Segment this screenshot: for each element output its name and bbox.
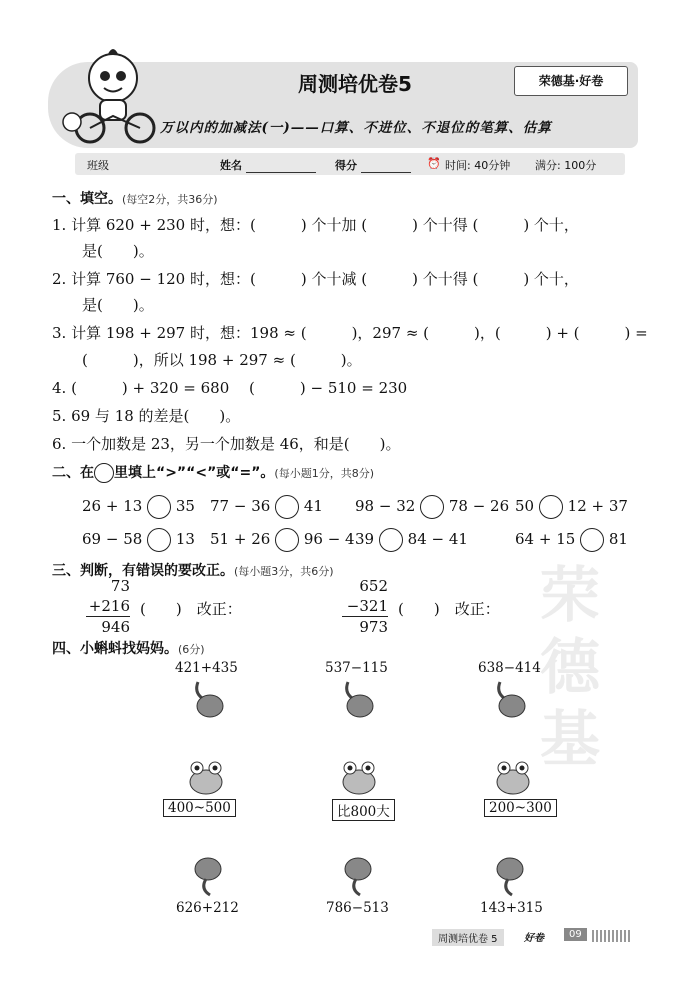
- full-score-label: 满分: 100分: [535, 159, 597, 172]
- section-4-title: 四、小蝌蚪找妈妈。(6分): [52, 641, 205, 657]
- fill-line: 3. 计算 198 + 297 时，想：198 ≈ ( )，297 ≈ ( )，( ) + ( ) =: [52, 324, 648, 342]
- footer: [432, 928, 632, 944]
- judge-b-answer[interactable]: ( ) 改正：: [398, 600, 500, 618]
- compare-item: 51 + 26 96 − 4: [210, 528, 355, 552]
- tadpole-icon[interactable]: [340, 855, 376, 897]
- vertical-calc-a: 73 +216 946: [86, 576, 130, 637]
- tadpole-label: 786−513: [326, 900, 389, 916]
- judge-a-answer[interactable]: ( ) 改正：: [140, 600, 242, 618]
- tadpole-icon[interactable]: [340, 678, 376, 720]
- tadpole-icon[interactable]: [492, 855, 528, 897]
- name-label: 姓名: [220, 157, 316, 173]
- info-bar: [75, 153, 625, 175]
- answer-circle[interactable]: [147, 495, 171, 519]
- answer-circle[interactable]: [539, 495, 563, 519]
- section-2-title: 二、在 里填上“>”“<”或“=”。(每小题1分，共8分): [52, 465, 374, 481]
- tadpole-label: 421+435: [175, 660, 238, 676]
- compare-item: 77 − 36 41: [210, 495, 323, 519]
- compare-item: 64 + 15 81: [515, 528, 628, 552]
- frog-icon: [336, 758, 382, 798]
- section-1-title: 一、填空。(每空2分，共36分): [52, 191, 218, 207]
- compare-item: 69 − 58 13: [82, 528, 195, 552]
- footer-brand: 好卷: [524, 933, 544, 944]
- fill-line: 6. 一个加数是 23，另一个加数是 46，和是( )。: [52, 435, 401, 453]
- footer-label: 周测培优卷 5: [432, 929, 504, 946]
- fill-line: 4. ( ) + 320 = 680 ( ) − 510 = 230: [52, 379, 408, 397]
- vertical-calc-b: 652 −321 973: [342, 576, 388, 637]
- fill-line: 5. 69 与 18 的差是( )。: [52, 407, 241, 425]
- fill-line: ( )，所以 198 + 297 ≈ ( )。: [82, 351, 362, 369]
- class-label: 班级: [87, 159, 109, 172]
- circle-icon: [94, 463, 114, 483]
- tadpole-icon[interactable]: [190, 855, 226, 897]
- frog-range-box: 400~500: [163, 799, 236, 817]
- frog-range-box: 200~300: [484, 799, 557, 817]
- tadpole-label: 626+212: [176, 900, 239, 916]
- tadpole-label: 638−414: [478, 660, 541, 676]
- answer-circle[interactable]: [147, 528, 171, 552]
- watermark: 荣德基: [540, 561, 600, 775]
- answer-circle[interactable]: [420, 495, 444, 519]
- fill-line: 1. 计算 620 + 230 时，想：( ) 个十加 ( ) 个十得 ( ) 个十，: [52, 216, 579, 234]
- compare-item: 26 + 13 35: [82, 495, 195, 519]
- compare-item: 98 − 32 78 − 26: [355, 495, 509, 519]
- section-3-title: 三、判断，有错误的要改正。(每小题3分，共6分): [52, 563, 334, 579]
- tadpole-label: 537−115: [325, 660, 388, 676]
- page-number: 09: [564, 928, 587, 941]
- fill-line: 是( )。: [82, 296, 154, 314]
- page-subtitle: 万以内的加减法(一)——口算、不进位、不退位的笔算、估算: [160, 120, 552, 136]
- fill-line: 2. 计算 760 − 120 时，想：( ) 个十减 ( ) 个十得 ( ) 个十，: [52, 270, 579, 288]
- frog-icon: [183, 758, 229, 798]
- compare-item: 50 12 + 37: [515, 495, 628, 519]
- answer-circle[interactable]: [275, 495, 299, 519]
- tadpole-label: 143+315: [480, 900, 543, 916]
- clock-icon: ⏰: [427, 157, 441, 170]
- answer-circle[interactable]: [275, 528, 299, 552]
- tadpole-icon[interactable]: [492, 678, 528, 720]
- compare-item: 39 84 − 41: [355, 528, 468, 552]
- answer-circle[interactable]: [580, 528, 604, 552]
- mascot-on-bike-icon: [58, 40, 168, 150]
- fill-line: 是( )。: [82, 242, 154, 260]
- brand-logo: 荣德基·好卷: [514, 66, 628, 96]
- score-label: 得分: [335, 157, 411, 173]
- frog-range-box: 比800大: [332, 799, 395, 821]
- frog-icon: [490, 758, 536, 798]
- footer-stripes: [592, 930, 630, 942]
- page-title: 周测培优卷5: [298, 72, 412, 96]
- tadpole-icon[interactable]: [190, 678, 226, 720]
- time-label: 时间: 40分钟: [445, 159, 511, 172]
- answer-circle[interactable]: [379, 528, 403, 552]
